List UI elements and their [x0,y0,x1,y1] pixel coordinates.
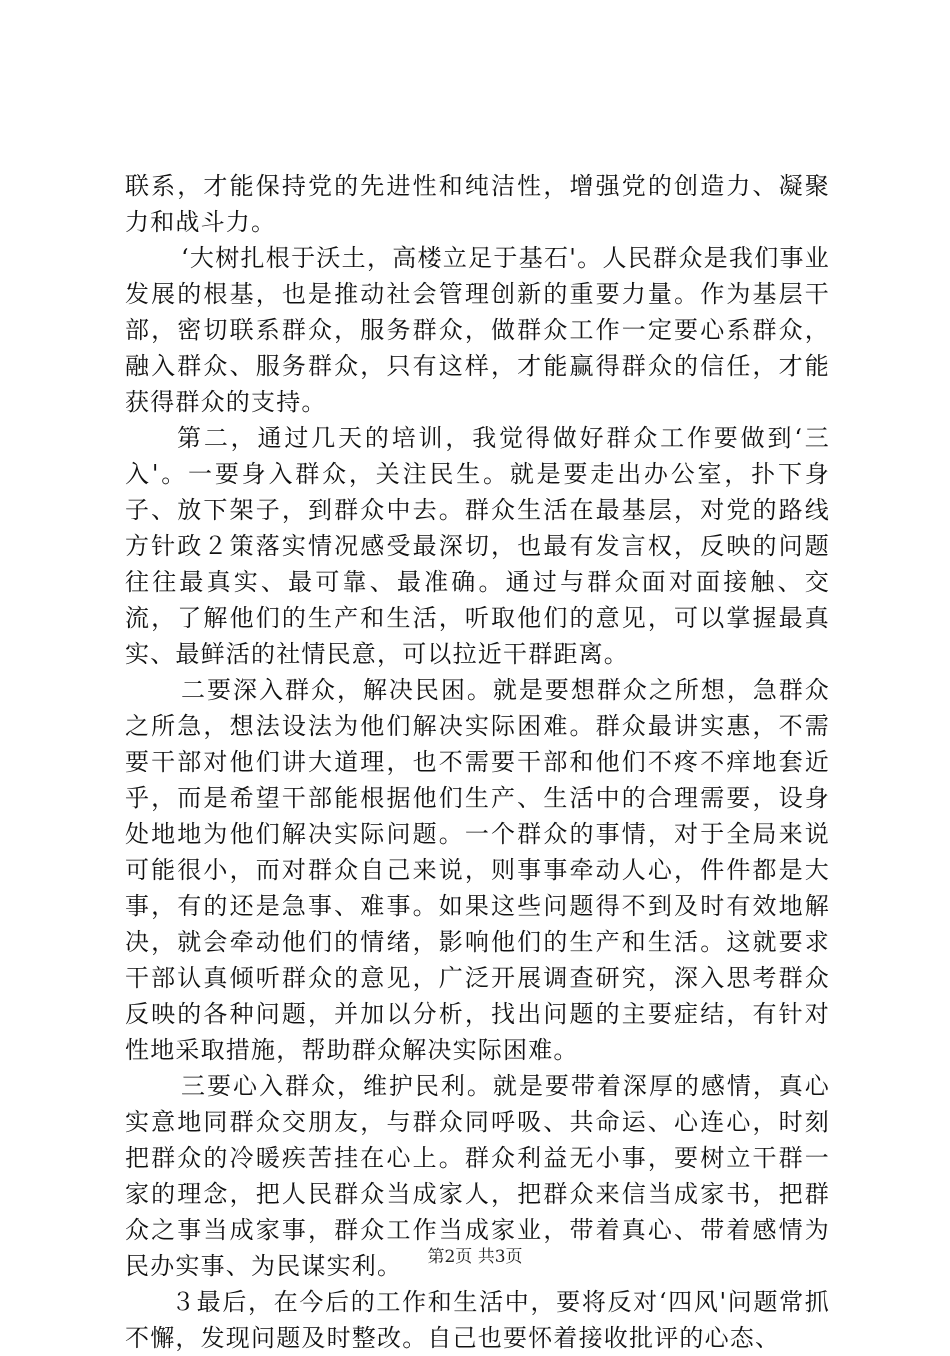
paragraph-6: ３最后，在今后的工作和生活中，要将反对‘四风'问题常抓不懈，发现问题及时整改。自己也要怀着接收批评的心态、 [125,1288,830,1352]
paragraph-1: 联系，才能保持党的先进性和纯洁性，增强党的创造力、凝聚力和战斗力。 [125,172,830,236]
document-body [125,168,830,1356]
paragraph-3: 第二，通过几天的培训，我觉得做好群众工作要做到‘三入'。一要身入群众，关注民生。就是要走出办公室，扑下身子、放下架子，到群众中去。群众生活在最基层，对党的路线方针政２策落实情况感受最深切，也最有发言权，反映的问题往往最真实、最可靠、最准确。通过与群众面对面接触、交流，了解他们的生产和生活，听取他们的意见，可以掌握最真实、最鲜活的社情民意，可以拉近干群距离。 [125,424,830,668]
paragraph-4: 二要深入群众，解决民困。就是要想群众之所想，急群众之所急，想法设法为他们解决实际困难。群众最讲实惠，不需要干部对他们讲大道理，也不需要干部和他们不疼不痒地套近乎，而是希望干部能根据他们生产、生活中的合理需要，设身处地地为他们解决实际问题。一个群众的事情，对于全局来说可能很小，而对群众自己来说，则事事牵动人心，件件都是大事，有的还是急事、难事。如果这些问题得不到及时有效地解决，就会牵动他们的情绪，影响他们的生产和生活。这就要求干部认真倾听群众的意见，广泛开展调查研究，深入思考群众反映的各种问题，并加以分析，找出问题的主要症结，有针对性地采取措施，帮助群众解决实际困难。 [125,676,830,1064]
paragraph-2: ‘大树扎根于沃土，高楼立足于基石'。人民群众是我们事业发展的根基，也是推动社会管理创新的重要力量。作为基层干部，密切联系群众，服务群众，做群众工作一定要心系群众，融入群众、服务群众，只有这样，才能赢得群众的信任，才能获得群众的支持。 [125,244,830,416]
page-number-footer: 第2页 共3页 [427,1247,523,1267]
paragraph-5: 三要心入群众，维护民利。就是要带着深厚的感情，真心实意地同群众交朋友，与群众同呼吸、共命运、心连心，时刻把群众的冷暖疾苦挂在心上。群众利益无小事，要树立干群一家的理念，把人民群众当成家人，把群众来信当成家书，把群众之事当成家事，群众工作当成家业，带着真心、带着感情为民办实事、为民谋实利。 [125,1072,830,1280]
